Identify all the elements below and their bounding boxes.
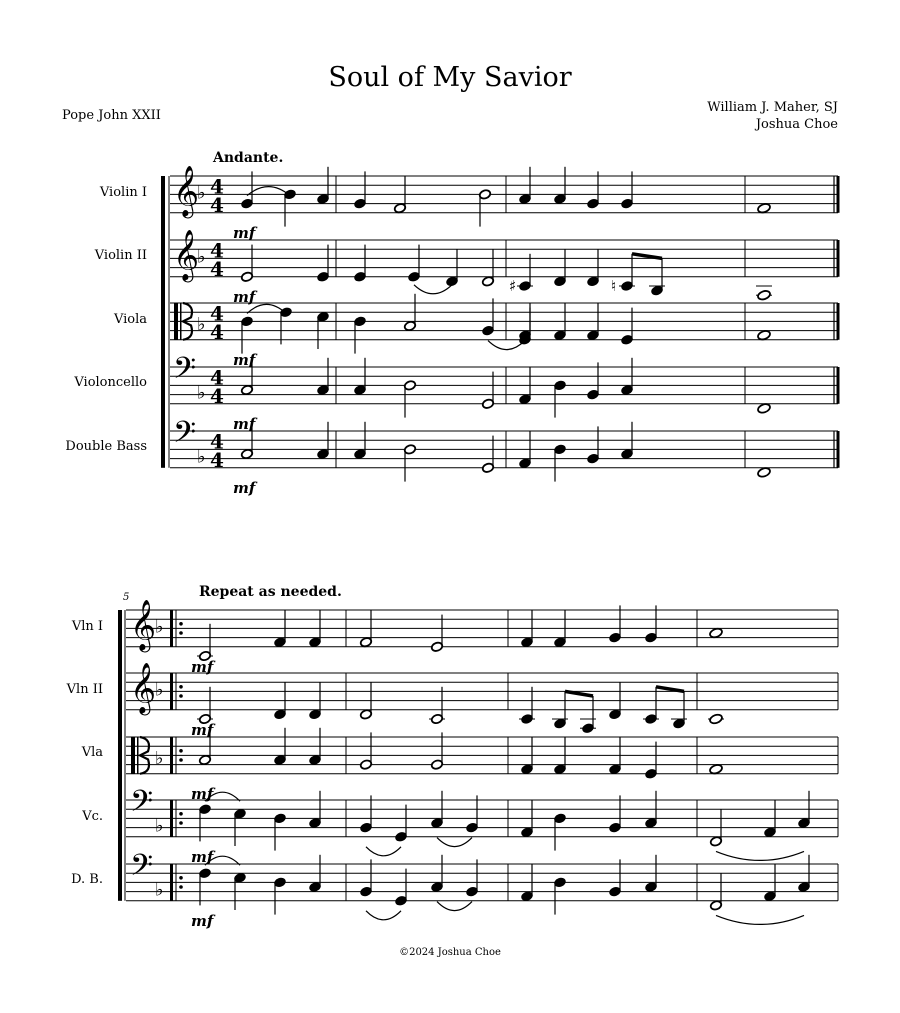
flat-key-signature-icon: ♭ xyxy=(155,679,164,701)
dynamic-marking: mf xyxy=(233,223,256,242)
notehead xyxy=(709,713,723,725)
instrument-name: Double Bass xyxy=(65,439,147,454)
tempo-marking: Andante. xyxy=(213,150,284,166)
flat-key-signature-icon: ♭ xyxy=(197,314,206,335)
instrument-name: D. B. xyxy=(71,872,103,887)
treble-clef-icon: 𝄞 xyxy=(130,662,157,714)
dynamic-marking: mf xyxy=(233,414,256,433)
repeat-thick-bar xyxy=(170,737,173,774)
time-signature-bottom: 4 xyxy=(210,447,224,472)
slur xyxy=(366,847,401,856)
time-signature-top: 4 xyxy=(210,301,224,326)
alto-clef-icon xyxy=(174,303,178,340)
dynamic-marking: mf xyxy=(191,847,214,866)
repeat-thick-bar xyxy=(170,800,173,837)
instrument-name: Viola xyxy=(113,312,147,327)
instrument-name: Violin II xyxy=(94,248,147,263)
time-signature-top: 4 xyxy=(210,365,224,390)
bass-clef-icon: 𝄢 xyxy=(173,352,197,394)
time-signature-bottom: 4 xyxy=(210,192,224,217)
instrument-name: Vc. xyxy=(82,809,103,824)
time-signature-bottom: 4 xyxy=(210,383,224,408)
repeat-dot xyxy=(179,631,183,635)
notehead xyxy=(757,202,771,214)
treble-clef-icon: 𝄞 xyxy=(173,229,200,281)
flat-key-signature-icon: ♭ xyxy=(155,748,164,769)
instrument-name: Violin I xyxy=(99,185,147,200)
performance-instruction: Repeat as needed. xyxy=(199,584,342,600)
repeat-thick-bar xyxy=(170,864,173,901)
notehead xyxy=(757,329,771,341)
repeat-dot xyxy=(179,758,183,762)
flat-key-signature-icon: ♭ xyxy=(155,815,164,837)
repeat-dot xyxy=(179,694,183,698)
notehead xyxy=(709,763,723,775)
system-bracket xyxy=(118,610,122,901)
notehead xyxy=(757,289,771,301)
time-signature-bottom: 4 xyxy=(210,319,224,344)
slur xyxy=(716,851,804,860)
eighth-beam xyxy=(656,687,684,692)
page-title: Soul of My Savior xyxy=(328,62,572,93)
dynamic-marking: mf xyxy=(191,911,214,930)
repeat-thick-bar xyxy=(170,610,173,647)
system-bracket xyxy=(161,176,165,468)
flat-key-signature-icon: ♭ xyxy=(197,182,206,204)
instrument-name: Violoncello xyxy=(74,375,147,390)
treble-clef-icon: 𝄞 xyxy=(173,165,200,217)
repeat-dot xyxy=(179,876,183,880)
repeat-thick-bar xyxy=(170,673,173,710)
poet-credit: Pope John XXII xyxy=(62,108,161,123)
dynamic-marking: mf xyxy=(233,478,256,497)
dynamic-marking: mf xyxy=(233,287,256,306)
natural-icon: ♮ xyxy=(611,277,617,295)
flat-key-signature-icon: ♭ xyxy=(155,616,164,638)
slur xyxy=(437,838,472,847)
repeat-dot xyxy=(179,885,183,889)
measure-number: 5 xyxy=(123,592,130,603)
slur xyxy=(488,341,525,350)
dynamic-marking: mf xyxy=(233,350,256,369)
repeat-dot xyxy=(179,821,183,825)
time-signature-top: 4 xyxy=(210,429,224,454)
time-signature-top: 4 xyxy=(210,174,224,199)
instrument-name: Vla xyxy=(81,745,103,760)
dynamic-marking: mf xyxy=(191,720,214,739)
slur xyxy=(437,902,472,911)
copyright-footer: ©2024 Joshua Choe xyxy=(399,947,501,958)
slur xyxy=(414,285,452,294)
notehead xyxy=(709,627,723,639)
repeat-dot xyxy=(179,685,183,689)
bass-clef-icon: 𝄢 xyxy=(130,785,154,827)
repeat-dot xyxy=(179,622,183,626)
sharp-icon: ♯ xyxy=(509,277,517,295)
eighth-beam xyxy=(632,254,662,259)
flat-key-signature-icon: ♭ xyxy=(197,246,206,268)
repeat-dot xyxy=(179,812,183,816)
eighth-beam xyxy=(565,691,593,696)
slur xyxy=(366,911,401,920)
notehead xyxy=(757,403,771,415)
instrument-name: Vln II xyxy=(66,682,103,697)
arranger-line: Joshua Choe xyxy=(755,117,838,132)
flat-key-signature-icon: ♭ xyxy=(197,382,206,404)
flat-key-signature-icon: ♭ xyxy=(155,879,164,901)
instrument-name: Vln I xyxy=(71,619,103,634)
flat-key-signature-icon: ♭ xyxy=(197,446,206,468)
treble-clef-icon: 𝄞 xyxy=(130,599,157,651)
notehead xyxy=(757,467,771,479)
dynamic-marking: mf xyxy=(191,657,214,676)
dynamic-marking: mf xyxy=(191,784,214,803)
time-signature-top: 4 xyxy=(210,238,224,263)
bass-clef-icon: 𝄢 xyxy=(173,416,197,458)
composer-line: William J. Maher, SJ xyxy=(707,100,838,115)
repeat-dot xyxy=(179,749,183,753)
slur xyxy=(716,915,804,924)
bass-clef-icon: 𝄢 xyxy=(130,849,154,891)
time-signature-bottom: 4 xyxy=(210,256,224,281)
alto-clef-icon xyxy=(131,737,135,774)
